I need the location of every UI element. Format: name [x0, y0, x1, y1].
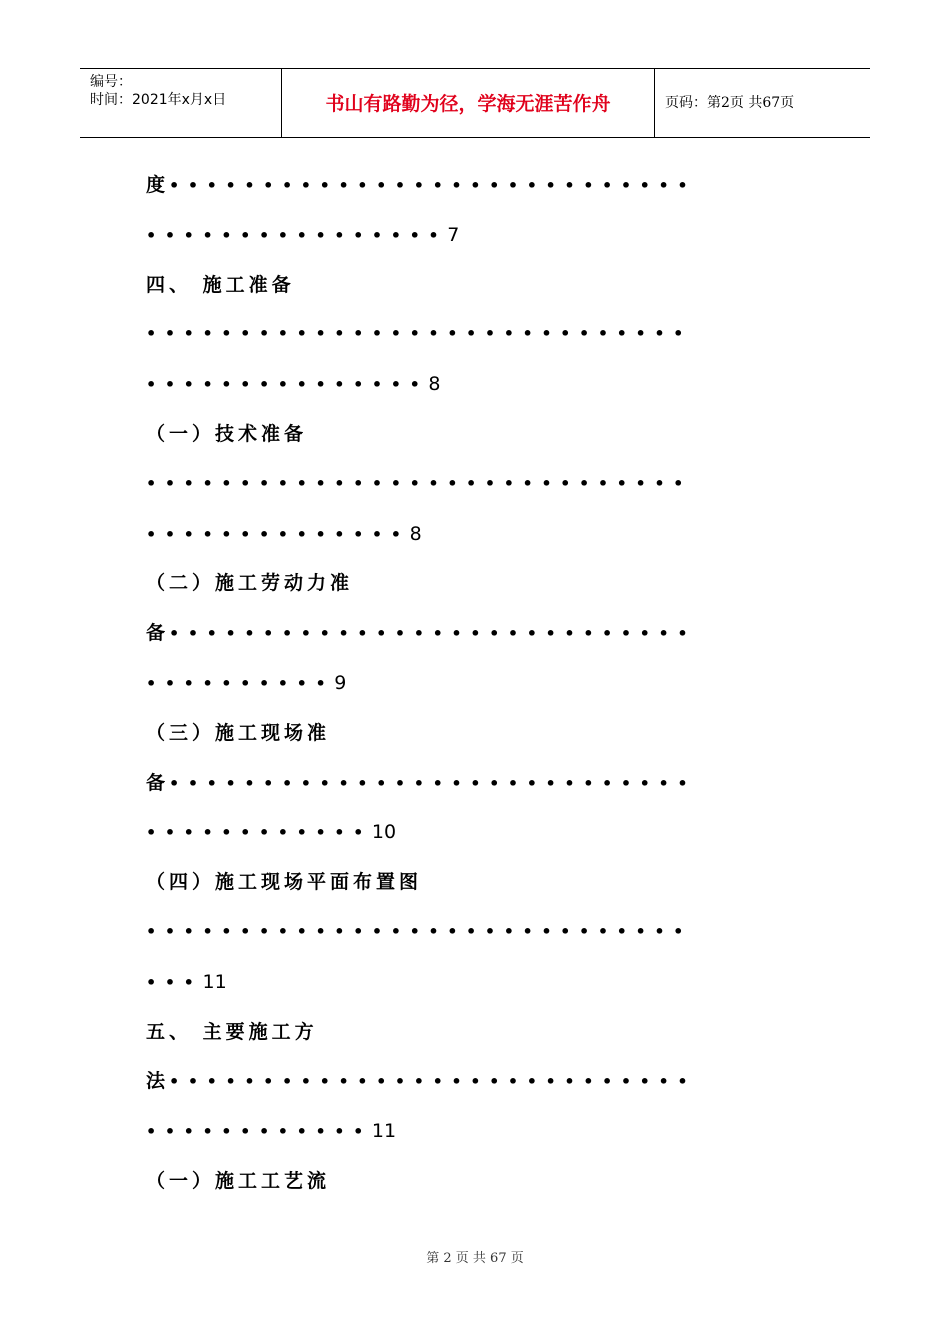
toc-line: [146, 660, 796, 710]
toc-page-number: 11: [202, 970, 227, 993]
toc-leader-dots: ••••••••••••: [146, 1122, 372, 1142]
header-meta-cell: [80, 69, 280, 137]
page-footer: 第 2 页 共 67 页: [426, 1251, 524, 1266]
toc-page-number: 7: [447, 223, 460, 246]
toc-leader-dots: •••: [146, 972, 203, 992]
header-page-cell: [655, 69, 870, 137]
toc-line: [146, 560, 796, 610]
toc-leader-dots: •••••••••••••••••••••••••••••: [146, 921, 692, 941]
toc-leader-dots: ••••••••••: [146, 673, 335, 693]
toc-leader-dots: •••••••••••••••: [146, 375, 429, 395]
toc-entry-text: 法: [146, 1070, 170, 1093]
toc-line: [146, 1158, 796, 1208]
toc-line: [146, 262, 796, 312]
toc-heading: 四、 施工准备: [146, 273, 295, 296]
toc-line: [146, 212, 796, 262]
toc-leader-dots: ••••••••••••••••••••••••••••: [169, 773, 697, 793]
toc-heading: 五、 主要施工方: [146, 1020, 318, 1043]
toc-entry-text: 备: [146, 771, 170, 794]
toc-line: [146, 760, 796, 810]
toc-line: [146, 859, 796, 909]
toc-leader-dots: ••••••••••••••••••••••••••••: [169, 176, 697, 195]
toc-line: [146, 1108, 796, 1158]
toc-entry-text: 备: [146, 622, 170, 645]
toc-page-number: 8: [409, 522, 422, 545]
document-date-label: 时间：2021年x月x日: [90, 92, 227, 108]
toc-line: [146, 311, 796, 361]
toc-heading: （一）技术准备: [146, 422, 308, 445]
toc-line: [146, 162, 796, 212]
toc-line: [146, 1009, 796, 1059]
toc-leader-dots: •••••••••••••••••••••••••••••: [146, 324, 692, 344]
header-motto-cell: [281, 69, 655, 137]
toc-line: [146, 710, 796, 760]
toc-page-number: 10: [371, 821, 397, 844]
header-page-info: 页码：第2页 共67页: [665, 95, 795, 111]
toc-line: [146, 959, 796, 1009]
toc-line: [146, 511, 796, 561]
toc-heading: （四）施工现场平面布置图: [146, 871, 423, 894]
toc-leader-dots: ••••••••••••••••••••••••••••: [169, 624, 697, 644]
toc-leader-dots: ••••••••••••••••: [146, 225, 448, 245]
document-number-label: 编号：: [90, 74, 132, 90]
toc-line: [146, 411, 796, 461]
toc-line: [146, 809, 796, 859]
toc-entry-text: 度: [146, 174, 170, 196]
toc-line: [146, 461, 796, 511]
table-of-contents: [146, 162, 796, 1208]
toc-leader-dots: ••••••••••••••: [146, 524, 410, 544]
toc-heading: （三）施工现场准: [146, 721, 331, 744]
toc-line: [146, 610, 796, 660]
toc-leader-dots: •••••••••••••••••••••••••••••: [146, 473, 692, 493]
toc-page-number: 8: [428, 373, 441, 396]
toc-page-number: 9: [334, 671, 347, 694]
toc-page-number: 11: [371, 1120, 397, 1143]
page-header: [80, 68, 870, 138]
toc-leader-dots: ••••••••••••••••••••••••••••: [169, 1072, 697, 1092]
toc-line: [146, 1058, 796, 1108]
toc-heading: （二）施工劳动力准: [146, 572, 354, 595]
toc-line: [146, 361, 796, 411]
toc-heading: （一）施工工艺流: [146, 1169, 331, 1192]
toc-line: [146, 909, 796, 959]
header-motto: 书山有路勤为径，学海无涯苦作舟: [325, 93, 611, 115]
toc-leader-dots: ••••••••••••: [146, 823, 372, 843]
